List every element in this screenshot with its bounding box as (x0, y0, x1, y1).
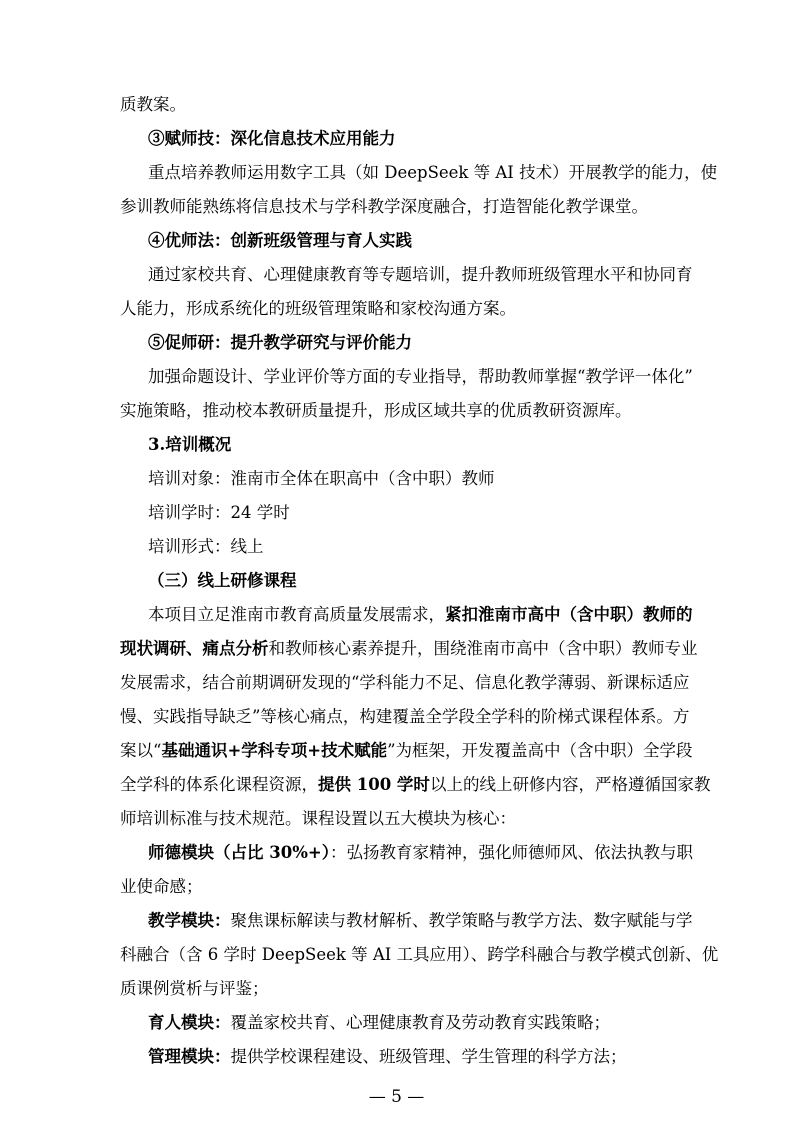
page-number: — 5 — (368, 1087, 425, 1107)
overview-target: 培训对象：淮南市全体在职高中（含中职）教师 (148, 469, 495, 488)
module-ethics (148, 842, 693, 864)
paragraph-line: 科融合（含 6 学时 DeepSeek 等 AI 工具应用）、跨学科融合与教学模式创新、优 (120, 945, 719, 964)
paragraph-line: 实施策略，推动校本教研质量提升，形成区域共享的优质教研资源库。 (120, 401, 632, 420)
text-span: 案以“ (120, 741, 162, 760)
module-title: 师德模块（占比 30%+） (148, 843, 330, 862)
module-title: 教学模块： (148, 911, 231, 930)
paragraph-line: 质教案。 (120, 95, 186, 114)
paragraph-line: 质课例赏析与评鉴； (120, 979, 269, 998)
paragraph-line (120, 740, 693, 762)
module-nurture (148, 1012, 610, 1034)
text-span: 本项目立足淮南市教育高质量发展需求， (148, 605, 445, 624)
emphasis-span: 紧扣淮南市高中（含中职）教师的 (445, 605, 693, 624)
text-span: 和教师核心素养提升，围绕淮南市高中（含中职）教师专业 (268, 639, 698, 658)
emphasis-span: 现状调研、痛点分析 (120, 639, 269, 658)
paragraph-line: 发展需求，结合前期调研发现的“学科能力不足、信息化教学薄弱、新课标适应 (120, 673, 690, 692)
heading-cushi: ⑤促师研：提升教学研究与评价能力 (148, 333, 412, 352)
paragraph-line: 加强命题设计、学业评价等方面的专业指导，帮助教师掌握“教学评一体化” (148, 367, 693, 386)
heading-section3: （三）线上研修课程 (148, 571, 297, 590)
module-title: 育人模块： (148, 1013, 231, 1032)
paragraph-line: 业使命感； (120, 877, 203, 896)
text-span: 以上的线上研修内容，严格遵循国家教 (429, 775, 711, 794)
paragraph-line (120, 774, 710, 796)
module-management (148, 1046, 627, 1068)
heading-overview: 3.培训概况 (148, 435, 232, 454)
emphasis-span: 基础通识+学科专项+技术赋能 (161, 741, 388, 760)
paragraph-line: 人能力，形成系统化的班级管理策略和家校沟通方案。 (120, 299, 516, 318)
paragraph-line (120, 638, 698, 660)
overview-form: 培训形式：线上 (148, 537, 264, 556)
module-title: 管理模块： (148, 1047, 231, 1066)
heading-youshi: ④优师法：创新班级管理与育人实践 (148, 231, 412, 250)
paragraph-line: 参训教师能熟练将信息技术与学科教学深度融合，打造智能化教学课堂。 (120, 197, 648, 216)
module-teaching (148, 910, 693, 932)
paragraph-line: 师培训标准与技术规范。课程设置以五大模块为核心： (120, 809, 516, 828)
paragraph-line: 重点培养教师运用数字工具（如 DeepSeek 等 AI 技术）开展教学的能力，使 (148, 163, 718, 182)
text-span: ”为框架，开发覆盖高中（含中职）全学段 (387, 741, 693, 760)
text-span: 全学科的体系化课程资源， (120, 775, 318, 794)
overview-hours: 培训学时：24 学时 (148, 503, 290, 522)
text-span: 聚焦课标解读与教材解析、教学策略与教学方法、数字赋能与学 (230, 911, 693, 930)
emphasis-span: 提供 100 学时 (318, 775, 430, 794)
text-span: 覆盖家校共育、心理健康教育及劳动教育实践策略； (230, 1013, 610, 1032)
text-span: ：弘扬教育家精神，强化师德师风、依法执教与职 (329, 843, 693, 862)
paragraph-line (148, 604, 693, 626)
heading-fushi: ③赋师技：深化信息技术应用能力 (148, 129, 396, 148)
paragraph-line: 慢、实践指导缺乏”等核心痛点，构建覆盖全学段全学科的阶梯式课程体系。方 (120, 707, 690, 726)
text-span: 提供学校课程建设、班级管理、学生管理的科学方法； (230, 1047, 627, 1066)
paragraph-line: 通过家校共育、心理健康教育等专题培训，提升教师班级管理水平和协同育 (148, 265, 693, 284)
